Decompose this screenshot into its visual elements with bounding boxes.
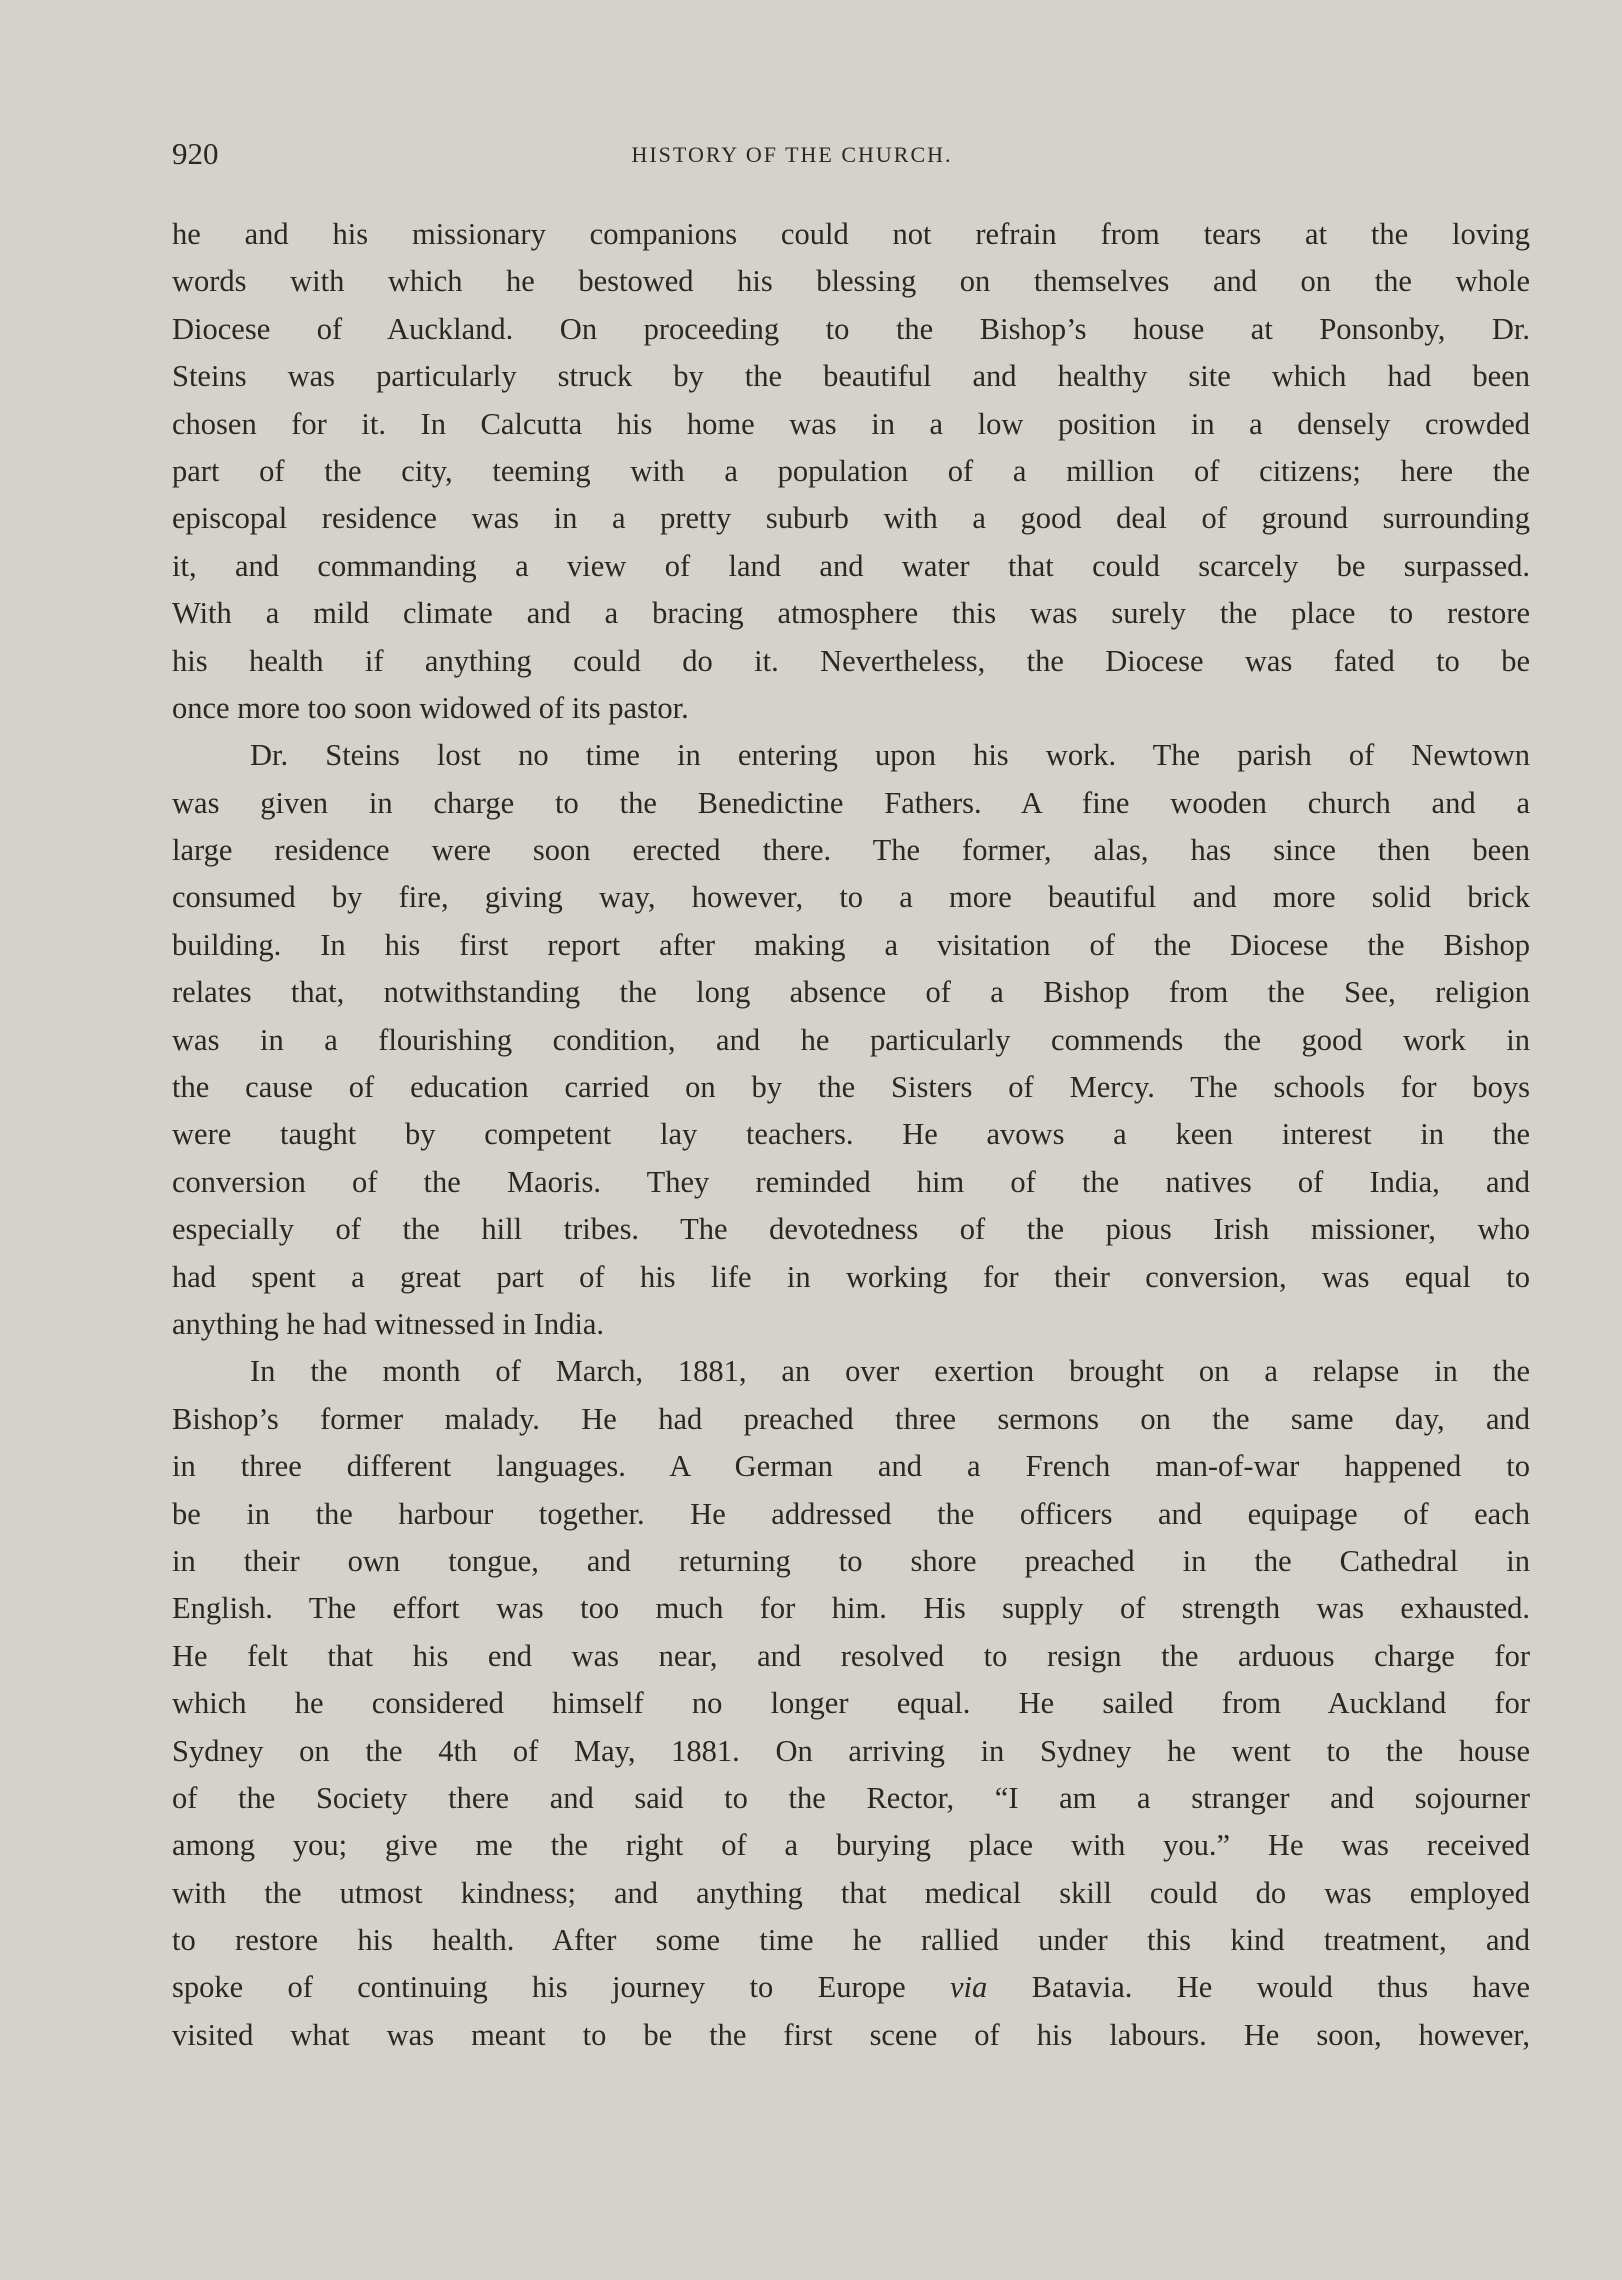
text-line: it, and commanding a view of land and water that could scarcely be surpassed. [172, 548, 1530, 583]
text-line: Steins was particularly struck by the beautiful and healthy site which had been [172, 359, 1530, 394]
text-line: he and his missionary companions could not refrain from tears at the loving [172, 217, 1530, 251]
text-line: conversion of the Maoris. They reminded him of the natives of India, and [172, 1164, 1530, 1199]
text-line: be in the harbour together. He addressed the officers and equipage of each [172, 1496, 1530, 1531]
text-line: anything he had witnessed in India. [172, 1306, 604, 1341]
text-line: among you; give me the right of a burying place with you.” He was received [172, 1828, 1530, 1863]
text-line: building. In his first report after making a visitation of the Diocese the Bishop [172, 927, 1530, 962]
text-line: large residence were soon erected there. The former, alas, has since then been [172, 833, 1530, 868]
text-line: of the Society there and said to the Rector, “I am a stranger and sojourner [172, 1780, 1530, 1815]
text-line: in their own tongue, and returning to shore preached in the Cathedral in [172, 1543, 1530, 1578]
page-header [172, 134, 1532, 182]
text-line: his health if anything could do it. Nevertheless, the Diocese was fated to be [172, 643, 1530, 678]
text-line: relates that, notwithstanding the long absence of a Bishop from the See, religion [172, 975, 1530, 1010]
text-line: to restore his health. After some time he rallied under this kind treatment, and [172, 1923, 1530, 1958]
text-line: especially of the hill tribes. The devotedness of the pious Irish missioner, who [172, 1212, 1530, 1247]
page-number: 920 [172, 136, 219, 171]
text-line: had spent a great part of his life in working for their conversion, was equal to [172, 1259, 1530, 1294]
text-line: visited what was meant to be the first scene of his labours. He soon, however, [172, 2017, 1530, 2052]
text-line: Diocese of Auckland. On proceeding to the Bishop’s house at Ponsonby, Dr. [172, 311, 1530, 346]
text-line: once more too soon widowed of its pastor. [172, 690, 689, 725]
text-line: chosen for it. In Calcutta his home was in a low position in a densely crowded [172, 406, 1530, 441]
text-line: with the utmost kindness; and anything that medical skill could do was employed [172, 1875, 1530, 1910]
text-line: were taught by competent lay teachers. He avows a keen interest in the [172, 1117, 1530, 1152]
text-segment: Batavia. He would thus have [1031, 1970, 1530, 2005]
text-line: the cause of education carried on by the Sisters of Mercy. The schools for boys [172, 1070, 1530, 1105]
text-line-with-italic [172, 1964, 1530, 2011]
italic-word: via [950, 1970, 988, 2005]
text-line: Bishop’s former malady. He had preached three sermons on the same day, and [172, 1401, 1530, 1436]
text-line: English. The effort was too much for him. His supply of strength was exhausted. [172, 1591, 1530, 1626]
text-line: In the month of March, 1881, an over exertion brought on a relapse in the [250, 1354, 1530, 1389]
body-text [172, 211, 1530, 2059]
text-line: With a mild climate and a bracing atmosphere this was surely the place to restore [172, 596, 1530, 631]
text-line: consumed by fire, giving way, however, to a more beautiful and more solid brick [172, 880, 1530, 915]
text-line: episcopal residence was in a pretty suburb with a good deal of ground surrounding [172, 501, 1530, 536]
text-line: in three different languages. A German and a French man-of-war happened to [172, 1449, 1530, 1484]
text-line: He felt that his end was near, and resolved to resign the arduous charge for [172, 1638, 1530, 1673]
running-head: HISTORY OF THE CHURCH. [631, 142, 953, 167]
text-line: part of the city, teeming with a population of a million of citizens; here the [172, 453, 1530, 488]
text-line: Dr. Steins lost no time in entering upon his work. The parish of Newtown [250, 738, 1530, 773]
text-segment: spoke of continuing his journey to Europe [172, 1970, 906, 2005]
text-line: words with which he bestowed his blessing on themselves and on the whole [172, 264, 1530, 299]
text-line: was given in charge to the Benedictine Fathers. A fine wooden church and a [172, 785, 1530, 820]
text-line: was in a flourishing condition, and he particularly commends the good work in [172, 1022, 1530, 1057]
text-line: Sydney on the 4th of May, 1881. On arriving in Sydney he went to the house [172, 1733, 1530, 1768]
text-line: which he considered himself no longer equal. He sailed from Auckland for [172, 1686, 1530, 1721]
